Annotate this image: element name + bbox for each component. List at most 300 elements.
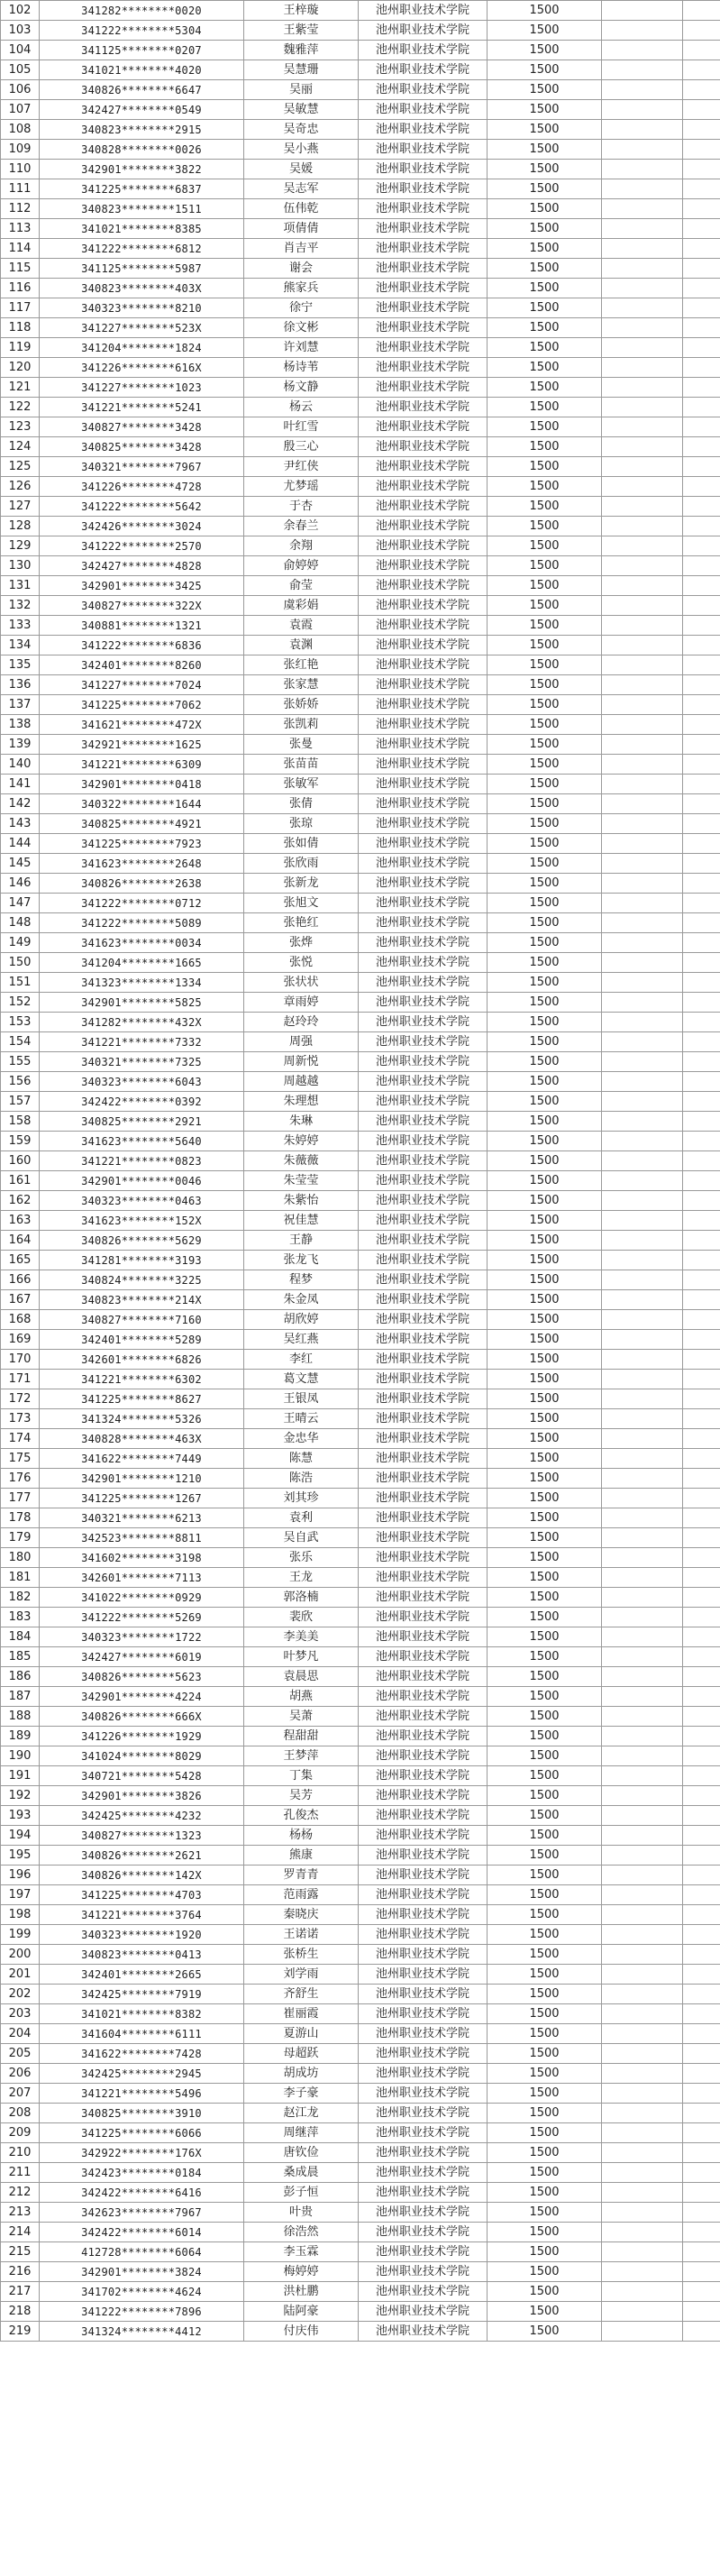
row-number-cell[interactable]: 217 bbox=[1, 2282, 40, 2302]
name-cell[interactable]: 范雨露 bbox=[244, 1885, 359, 1905]
school-cell[interactable]: 池州职业技术学院 bbox=[359, 1151, 488, 1171]
empty-cell[interactable] bbox=[683, 536, 720, 556]
id-number-cell[interactable]: 341226********4728 bbox=[40, 477, 244, 497]
row-number-cell[interactable]: 175 bbox=[1, 1449, 40, 1469]
empty-cell[interactable] bbox=[602, 517, 683, 536]
school-cell[interactable]: 池州职业技术学院 bbox=[359, 596, 488, 616]
row-number-cell[interactable]: 105 bbox=[1, 60, 40, 80]
empty-cell[interactable] bbox=[602, 993, 683, 1013]
row-number-cell[interactable]: 123 bbox=[1, 417, 40, 437]
id-number-cell[interactable]: 341221********6309 bbox=[40, 755, 244, 775]
row-number-cell[interactable]: 161 bbox=[1, 1171, 40, 1191]
row-number-cell[interactable]: 152 bbox=[1, 993, 40, 1013]
school-cell[interactable]: 池州职业技术学院 bbox=[359, 1786, 488, 1806]
row-number-cell[interactable]: 155 bbox=[1, 1052, 40, 1072]
empty-cell[interactable] bbox=[602, 1350, 683, 1370]
school-cell[interactable]: 池州职业技术学院 bbox=[359, 517, 488, 536]
row-number-cell[interactable]: 214 bbox=[1, 2223, 40, 2242]
id-number-cell[interactable]: 340823********214X bbox=[40, 1290, 244, 1310]
empty-cell[interactable] bbox=[683, 60, 720, 80]
empty-cell[interactable] bbox=[683, 1350, 720, 1370]
school-cell[interactable]: 池州职业技术学院 bbox=[359, 536, 488, 556]
empty-cell[interactable] bbox=[683, 1032, 720, 1052]
empty-cell[interactable] bbox=[602, 1191, 683, 1211]
school-cell[interactable]: 池州职业技术学院 bbox=[359, 1647, 488, 1667]
empty-cell[interactable] bbox=[683, 1052, 720, 1072]
amount-cell[interactable]: 1500 bbox=[488, 279, 602, 298]
empty-cell[interactable] bbox=[683, 874, 720, 894]
school-cell[interactable]: 池州职业技术学院 bbox=[359, 1766, 488, 1786]
empty-cell[interactable] bbox=[602, 1389, 683, 1409]
empty-cell[interactable] bbox=[683, 556, 720, 576]
school-cell[interactable]: 池州职业技术学院 bbox=[359, 1132, 488, 1151]
empty-cell[interactable] bbox=[683, 2123, 720, 2143]
school-cell[interactable]: 池州职业技术学院 bbox=[359, 219, 488, 239]
empty-cell[interactable] bbox=[602, 179, 683, 199]
name-cell[interactable]: 周继萍 bbox=[244, 2123, 359, 2143]
id-number-cell[interactable]: 340323********6043 bbox=[40, 1072, 244, 1092]
name-cell[interactable]: 罗青青 bbox=[244, 1866, 359, 1885]
school-cell[interactable]: 池州职业技术学院 bbox=[359, 1072, 488, 1092]
empty-cell[interactable] bbox=[602, 2262, 683, 2282]
name-cell[interactable]: 袁霞 bbox=[244, 616, 359, 636]
row-number-cell[interactable]: 215 bbox=[1, 2242, 40, 2262]
empty-cell[interactable] bbox=[602, 1905, 683, 1925]
empty-cell[interactable] bbox=[683, 1647, 720, 1667]
empty-cell[interactable] bbox=[683, 179, 720, 199]
name-cell[interactable]: 吴志军 bbox=[244, 179, 359, 199]
row-number-cell[interactable]: 204 bbox=[1, 2024, 40, 2044]
name-cell[interactable]: 胡成坊 bbox=[244, 2064, 359, 2084]
id-number-cell[interactable]: 340826********2638 bbox=[40, 874, 244, 894]
row-number-cell[interactable]: 154 bbox=[1, 1032, 40, 1052]
name-cell[interactable]: 李玉霖 bbox=[244, 2242, 359, 2262]
empty-cell[interactable] bbox=[602, 655, 683, 675]
empty-cell[interactable] bbox=[683, 1766, 720, 1786]
amount-cell[interactable]: 1500 bbox=[488, 2084, 602, 2104]
name-cell[interactable]: 夏游山 bbox=[244, 2024, 359, 2044]
empty-cell[interactable] bbox=[602, 775, 683, 794]
amount-cell[interactable]: 1500 bbox=[488, 1766, 602, 1786]
row-number-cell[interactable]: 108 bbox=[1, 120, 40, 140]
empty-cell[interactable] bbox=[602, 755, 683, 775]
id-number-cell[interactable]: 342901********4224 bbox=[40, 1687, 244, 1707]
empty-cell[interactable] bbox=[683, 1588, 720, 1608]
row-number-cell[interactable]: 113 bbox=[1, 219, 40, 239]
school-cell[interactable]: 池州职业技术学院 bbox=[359, 2004, 488, 2024]
empty-cell[interactable] bbox=[602, 1786, 683, 1806]
amount-cell[interactable]: 1500 bbox=[488, 993, 602, 1013]
amount-cell[interactable]: 1500 bbox=[488, 1608, 602, 1627]
row-number-cell[interactable]: 120 bbox=[1, 358, 40, 378]
amount-cell[interactable]: 1500 bbox=[488, 1151, 602, 1171]
id-number-cell[interactable]: 340323********1722 bbox=[40, 1627, 244, 1647]
school-cell[interactable]: 池州职业技术学院 bbox=[359, 2183, 488, 2203]
school-cell[interactable]: 池州职业技术学院 bbox=[359, 1707, 488, 1727]
row-number-cell[interactable]: 119 bbox=[1, 338, 40, 358]
empty-cell[interactable] bbox=[602, 1608, 683, 1627]
name-cell[interactable]: 张敏军 bbox=[244, 775, 359, 794]
empty-cell[interactable] bbox=[602, 1766, 683, 1786]
empty-cell[interactable] bbox=[683, 2044, 720, 2064]
name-cell[interactable]: 程梦 bbox=[244, 1270, 359, 1290]
empty-cell[interactable] bbox=[683, 497, 720, 517]
school-cell[interactable]: 池州职业技术学院 bbox=[359, 1171, 488, 1191]
empty-cell[interactable] bbox=[602, 2084, 683, 2104]
name-cell[interactable]: 齐舒生 bbox=[244, 1985, 359, 2004]
row-number-cell[interactable]: 210 bbox=[1, 2143, 40, 2163]
empty-cell[interactable] bbox=[683, 913, 720, 933]
amount-cell[interactable]: 1500 bbox=[488, 1310, 602, 1330]
school-cell[interactable]: 池州职业技术学院 bbox=[359, 1905, 488, 1925]
amount-cell[interactable]: 1500 bbox=[488, 239, 602, 259]
id-number-cell[interactable]: 341222********6836 bbox=[40, 636, 244, 655]
school-cell[interactable]: 池州职业技术学院 bbox=[359, 1350, 488, 1370]
school-cell[interactable]: 池州职业技术学院 bbox=[359, 318, 488, 338]
name-cell[interactable]: 项倩倩 bbox=[244, 219, 359, 239]
school-cell[interactable]: 池州职业技术学院 bbox=[359, 1409, 488, 1429]
row-number-cell[interactable]: 114 bbox=[1, 239, 40, 259]
school-cell[interactable]: 池州职业技术学院 bbox=[359, 2242, 488, 2262]
empty-cell[interactable] bbox=[602, 1171, 683, 1191]
amount-cell[interactable]: 1500 bbox=[488, 1, 602, 21]
empty-cell[interactable] bbox=[683, 1925, 720, 1945]
empty-cell[interactable] bbox=[683, 715, 720, 735]
empty-cell[interactable] bbox=[602, 735, 683, 755]
amount-cell[interactable]: 1500 bbox=[488, 1707, 602, 1727]
empty-cell[interactable] bbox=[683, 2262, 720, 2282]
empty-cell[interactable] bbox=[602, 1429, 683, 1449]
row-number-cell[interactable]: 143 bbox=[1, 814, 40, 834]
school-cell[interactable]: 池州职业技术学院 bbox=[359, 1846, 488, 1866]
name-cell[interactable]: 王银凤 bbox=[244, 1389, 359, 1409]
empty-cell[interactable] bbox=[602, 1310, 683, 1330]
id-number-cell[interactable]: 340721********5428 bbox=[40, 1766, 244, 1786]
empty-cell[interactable] bbox=[602, 2064, 683, 2084]
name-cell[interactable]: 金忠华 bbox=[244, 1429, 359, 1449]
amount-cell[interactable]: 1500 bbox=[488, 2183, 602, 2203]
amount-cell[interactable]: 1500 bbox=[488, 2104, 602, 2123]
row-number-cell[interactable]: 115 bbox=[1, 259, 40, 279]
name-cell[interactable]: 张悦 bbox=[244, 953, 359, 973]
school-cell[interactable]: 池州职业技术学院 bbox=[359, 1290, 488, 1310]
school-cell[interactable]: 池州职业技术学院 bbox=[359, 2223, 488, 2242]
row-number-cell[interactable]: 104 bbox=[1, 41, 40, 60]
empty-cell[interactable] bbox=[602, 1032, 683, 1052]
name-cell[interactable]: 孔俊杰 bbox=[244, 1806, 359, 1826]
id-number-cell[interactable]: 340881********1321 bbox=[40, 616, 244, 636]
id-number-cell[interactable]: 342422********0392 bbox=[40, 1092, 244, 1112]
amount-cell[interactable]: 1500 bbox=[488, 1806, 602, 1826]
empty-cell[interactable] bbox=[683, 140, 720, 160]
empty-cell[interactable] bbox=[602, 160, 683, 179]
school-cell[interactable]: 池州职业技术学院 bbox=[359, 1191, 488, 1211]
amount-cell[interactable]: 1500 bbox=[488, 160, 602, 179]
empty-cell[interactable] bbox=[602, 1290, 683, 1310]
school-cell[interactable]: 池州职业技术学院 bbox=[359, 1866, 488, 1885]
school-cell[interactable]: 池州职业技术学院 bbox=[359, 2302, 488, 2322]
name-cell[interactable]: 殷三心 bbox=[244, 437, 359, 457]
school-cell[interactable]: 池州职业技术学院 bbox=[359, 1528, 488, 1548]
name-cell[interactable]: 赵玲玲 bbox=[244, 1013, 359, 1032]
id-number-cell[interactable]: 341222********5269 bbox=[40, 1608, 244, 1627]
id-number-cell[interactable]: 342601********6826 bbox=[40, 1350, 244, 1370]
row-number-cell[interactable]: 200 bbox=[1, 1945, 40, 1965]
empty-cell[interactable] bbox=[602, 636, 683, 655]
amount-cell[interactable]: 1500 bbox=[488, 358, 602, 378]
empty-cell[interactable] bbox=[683, 2242, 720, 2262]
name-cell[interactable]: 叶贵 bbox=[244, 2203, 359, 2223]
empty-cell[interactable] bbox=[683, 1370, 720, 1389]
empty-cell[interactable] bbox=[602, 1746, 683, 1766]
amount-cell[interactable]: 1500 bbox=[488, 1469, 602, 1489]
name-cell[interactable]: 张苗苗 bbox=[244, 755, 359, 775]
empty-cell[interactable] bbox=[602, 1627, 683, 1647]
id-number-cell[interactable]: 340825********4921 bbox=[40, 814, 244, 834]
row-number-cell[interactable]: 176 bbox=[1, 1469, 40, 1489]
school-cell[interactable]: 池州职业技术学院 bbox=[359, 457, 488, 477]
name-cell[interactable]: 谢会 bbox=[244, 259, 359, 279]
empty-cell[interactable] bbox=[683, 973, 720, 993]
name-cell[interactable]: 张娇娇 bbox=[244, 695, 359, 715]
school-cell[interactable]: 池州职业技术学院 bbox=[359, 338, 488, 358]
name-cell[interactable]: 陆阿豪 bbox=[244, 2302, 359, 2322]
amount-cell[interactable]: 1500 bbox=[488, 140, 602, 160]
empty-cell[interactable] bbox=[683, 437, 720, 457]
id-number-cell[interactable]: 340825********3428 bbox=[40, 437, 244, 457]
id-number-cell[interactable]: 341221********7332 bbox=[40, 1032, 244, 1052]
empty-cell[interactable] bbox=[683, 457, 720, 477]
row-number-cell[interactable]: 173 bbox=[1, 1409, 40, 1429]
row-number-cell[interactable]: 174 bbox=[1, 1429, 40, 1449]
school-cell[interactable]: 池州职业技术学院 bbox=[359, 1885, 488, 1905]
id-number-cell[interactable]: 341204********1824 bbox=[40, 338, 244, 358]
empty-cell[interactable] bbox=[602, 1092, 683, 1112]
school-cell[interactable]: 池州职业技术学院 bbox=[359, 2143, 488, 2163]
row-number-cell[interactable]: 130 bbox=[1, 556, 40, 576]
row-number-cell[interactable]: 126 bbox=[1, 477, 40, 497]
name-cell[interactable]: 熊家兵 bbox=[244, 279, 359, 298]
row-number-cell[interactable]: 116 bbox=[1, 279, 40, 298]
empty-cell[interactable] bbox=[683, 1072, 720, 1092]
row-number-cell[interactable]: 208 bbox=[1, 2104, 40, 2123]
row-number-cell[interactable]: 168 bbox=[1, 1310, 40, 1330]
row-number-cell[interactable]: 148 bbox=[1, 913, 40, 933]
name-cell[interactable]: 朱紫怡 bbox=[244, 1191, 359, 1211]
row-number-cell[interactable]: 172 bbox=[1, 1389, 40, 1409]
empty-cell[interactable] bbox=[683, 1707, 720, 1727]
id-number-cell[interactable]: 342401********5289 bbox=[40, 1330, 244, 1350]
empty-cell[interactable] bbox=[602, 1885, 683, 1905]
id-number-cell[interactable]: 342425********2945 bbox=[40, 2064, 244, 2084]
id-number-cell[interactable]: 340323********8210 bbox=[40, 298, 244, 318]
id-number-cell[interactable]: 341021********8382 bbox=[40, 2004, 244, 2024]
school-cell[interactable]: 池州职业技术学院 bbox=[359, 1965, 488, 1985]
amount-cell[interactable]: 1500 bbox=[488, 2322, 602, 2342]
row-number-cell[interactable]: 171 bbox=[1, 1370, 40, 1389]
empty-cell[interactable] bbox=[683, 616, 720, 636]
school-cell[interactable]: 池州职业技术学院 bbox=[359, 2163, 488, 2183]
name-cell[interactable]: 张曼 bbox=[244, 735, 359, 755]
amount-cell[interactable]: 1500 bbox=[488, 2044, 602, 2064]
amount-cell[interactable]: 1500 bbox=[488, 933, 602, 953]
name-cell[interactable]: 胡欣婷 bbox=[244, 1310, 359, 1330]
row-number-cell[interactable]: 196 bbox=[1, 1866, 40, 1885]
row-number-cell[interactable]: 117 bbox=[1, 298, 40, 318]
id-number-cell[interactable]: 341204********1665 bbox=[40, 953, 244, 973]
id-number-cell[interactable]: 341222********0712 bbox=[40, 894, 244, 913]
name-cell[interactable]: 张凯莉 bbox=[244, 715, 359, 735]
id-number-cell[interactable]: 341221********5241 bbox=[40, 398, 244, 417]
name-cell[interactable]: 吴慧珊 bbox=[244, 60, 359, 80]
empty-cell[interactable] bbox=[683, 576, 720, 596]
school-cell[interactable]: 池州职业技术学院 bbox=[359, 2064, 488, 2084]
amount-cell[interactable]: 1500 bbox=[488, 1866, 602, 1885]
school-cell[interactable]: 池州职业技术学院 bbox=[359, 1469, 488, 1489]
row-number-cell[interactable]: 184 bbox=[1, 1627, 40, 1647]
empty-cell[interactable] bbox=[683, 259, 720, 279]
row-number-cell[interactable]: 179 bbox=[1, 1528, 40, 1548]
name-cell[interactable]: 虞彩娟 bbox=[244, 596, 359, 616]
id-number-cell[interactable]: 341621********472X bbox=[40, 715, 244, 735]
row-number-cell[interactable]: 132 bbox=[1, 596, 40, 616]
row-number-cell[interactable]: 169 bbox=[1, 1330, 40, 1350]
school-cell[interactable]: 池州职业技术学院 bbox=[359, 160, 488, 179]
school-cell[interactable]: 池州职业技术学院 bbox=[359, 874, 488, 894]
name-cell[interactable]: 付庆伟 bbox=[244, 2322, 359, 2342]
school-cell[interactable]: 池州职业技术学院 bbox=[359, 1508, 488, 1528]
empty-cell[interactable] bbox=[602, 1211, 683, 1231]
row-number-cell[interactable]: 124 bbox=[1, 437, 40, 457]
amount-cell[interactable]: 1500 bbox=[488, 1945, 602, 1965]
empty-cell[interactable] bbox=[683, 1290, 720, 1310]
amount-cell[interactable]: 1500 bbox=[488, 1231, 602, 1251]
name-cell[interactable]: 俞莹 bbox=[244, 576, 359, 596]
amount-cell[interactable]: 1500 bbox=[488, 854, 602, 874]
name-cell[interactable]: 刘其珍 bbox=[244, 1489, 359, 1508]
row-number-cell[interactable]: 158 bbox=[1, 1112, 40, 1132]
empty-cell[interactable] bbox=[602, 2104, 683, 2123]
id-number-cell[interactable]: 412728********6064 bbox=[40, 2242, 244, 2262]
empty-cell[interactable] bbox=[683, 2024, 720, 2044]
amount-cell[interactable]: 1500 bbox=[488, 536, 602, 556]
empty-cell[interactable] bbox=[683, 477, 720, 497]
school-cell[interactable]: 池州职业技术学院 bbox=[359, 1270, 488, 1290]
name-cell[interactable]: 赵江龙 bbox=[244, 2104, 359, 2123]
empty-cell[interactable] bbox=[602, 477, 683, 497]
amount-cell[interactable]: 1500 bbox=[488, 1667, 602, 1687]
empty-cell[interactable] bbox=[683, 2322, 720, 2342]
empty-cell[interactable] bbox=[602, 318, 683, 338]
empty-cell[interactable] bbox=[602, 894, 683, 913]
name-cell[interactable]: 朱金凤 bbox=[244, 1290, 359, 1310]
empty-cell[interactable] bbox=[602, 80, 683, 100]
name-cell[interactable]: 吴丽 bbox=[244, 80, 359, 100]
id-number-cell[interactable]: 341221********5496 bbox=[40, 2084, 244, 2104]
empty-cell[interactable] bbox=[683, 1786, 720, 1806]
school-cell[interactable]: 池州职业技术学院 bbox=[359, 2282, 488, 2302]
school-cell[interactable]: 池州职业技术学院 bbox=[359, 477, 488, 497]
empty-cell[interactable] bbox=[602, 933, 683, 953]
amount-cell[interactable]: 1500 bbox=[488, 1985, 602, 2004]
empty-cell[interactable] bbox=[683, 1092, 720, 1112]
empty-cell[interactable] bbox=[602, 1945, 683, 1965]
school-cell[interactable]: 池州职业技术学院 bbox=[359, 1092, 488, 1112]
name-cell[interactable]: 余翔 bbox=[244, 536, 359, 556]
school-cell[interactable]: 池州职业技术学院 bbox=[359, 21, 488, 41]
empty-cell[interactable] bbox=[683, 993, 720, 1013]
amount-cell[interactable]: 1500 bbox=[488, 1389, 602, 1409]
empty-cell[interactable] bbox=[683, 1985, 720, 2004]
id-number-cell[interactable]: 340823********2915 bbox=[40, 120, 244, 140]
id-number-cell[interactable]: 342901********1210 bbox=[40, 1469, 244, 1489]
name-cell[interactable]: 朱琳 bbox=[244, 1112, 359, 1132]
row-number-cell[interactable]: 136 bbox=[1, 675, 40, 695]
amount-cell[interactable]: 1500 bbox=[488, 1905, 602, 1925]
row-number-cell[interactable]: 180 bbox=[1, 1548, 40, 1568]
empty-cell[interactable] bbox=[602, 1151, 683, 1171]
id-number-cell[interactable]: 341024********8029 bbox=[40, 1746, 244, 1766]
id-number-cell[interactable]: 340826********2621 bbox=[40, 1846, 244, 1866]
empty-cell[interactable] bbox=[683, 1270, 720, 1290]
school-cell[interactable]: 池州职业技术学院 bbox=[359, 1945, 488, 1965]
amount-cell[interactable]: 1500 bbox=[488, 1270, 602, 1290]
row-number-cell[interactable]: 163 bbox=[1, 1211, 40, 1231]
amount-cell[interactable]: 1500 bbox=[488, 1290, 602, 1310]
name-cell[interactable]: 洪杜鹏 bbox=[244, 2282, 359, 2302]
empty-cell[interactable] bbox=[602, 120, 683, 140]
empty-cell[interactable] bbox=[602, 41, 683, 60]
empty-cell[interactable] bbox=[683, 1608, 720, 1627]
id-number-cell[interactable]: 340826********142X bbox=[40, 1866, 244, 1885]
amount-cell[interactable]: 1500 bbox=[488, 1826, 602, 1846]
row-number-cell[interactable]: 127 bbox=[1, 497, 40, 517]
name-cell[interactable]: 吴红燕 bbox=[244, 1330, 359, 1350]
amount-cell[interactable]: 1500 bbox=[488, 1965, 602, 1985]
school-cell[interactable]: 池州职业技术学院 bbox=[359, 398, 488, 417]
name-cell[interactable]: 王诺诺 bbox=[244, 1925, 359, 1945]
empty-cell[interactable] bbox=[683, 894, 720, 913]
amount-cell[interactable]: 1500 bbox=[488, 417, 602, 437]
school-cell[interactable]: 池州职业技术学院 bbox=[359, 675, 488, 695]
empty-cell[interactable] bbox=[602, 913, 683, 933]
empty-cell[interactable] bbox=[602, 279, 683, 298]
school-cell[interactable]: 池州职业技术学院 bbox=[359, 616, 488, 636]
row-number-cell[interactable]: 122 bbox=[1, 398, 40, 417]
empty-cell[interactable] bbox=[683, 2004, 720, 2024]
amount-cell[interactable]: 1500 bbox=[488, 675, 602, 695]
empty-cell[interactable] bbox=[683, 1231, 720, 1251]
id-number-cell[interactable]: 341225********8627 bbox=[40, 1389, 244, 1409]
amount-cell[interactable]: 1500 bbox=[488, 715, 602, 735]
row-number-cell[interactable]: 149 bbox=[1, 933, 40, 953]
empty-cell[interactable] bbox=[602, 2183, 683, 2203]
row-number-cell[interactable]: 131 bbox=[1, 576, 40, 596]
empty-cell[interactable] bbox=[683, 1310, 720, 1330]
empty-cell[interactable] bbox=[683, 2302, 720, 2322]
amount-cell[interactable]: 1500 bbox=[488, 1112, 602, 1132]
amount-cell[interactable]: 1500 bbox=[488, 120, 602, 140]
empty-cell[interactable] bbox=[602, 239, 683, 259]
row-number-cell[interactable]: 157 bbox=[1, 1092, 40, 1112]
empty-cell[interactable] bbox=[602, 715, 683, 735]
school-cell[interactable]: 池州职业技术学院 bbox=[359, 2262, 488, 2282]
empty-cell[interactable] bbox=[602, 2322, 683, 2342]
empty-cell[interactable] bbox=[602, 616, 683, 636]
school-cell[interactable]: 池州职业技术学院 bbox=[359, 298, 488, 318]
empty-cell[interactable] bbox=[683, 100, 720, 120]
empty-cell[interactable] bbox=[683, 2084, 720, 2104]
